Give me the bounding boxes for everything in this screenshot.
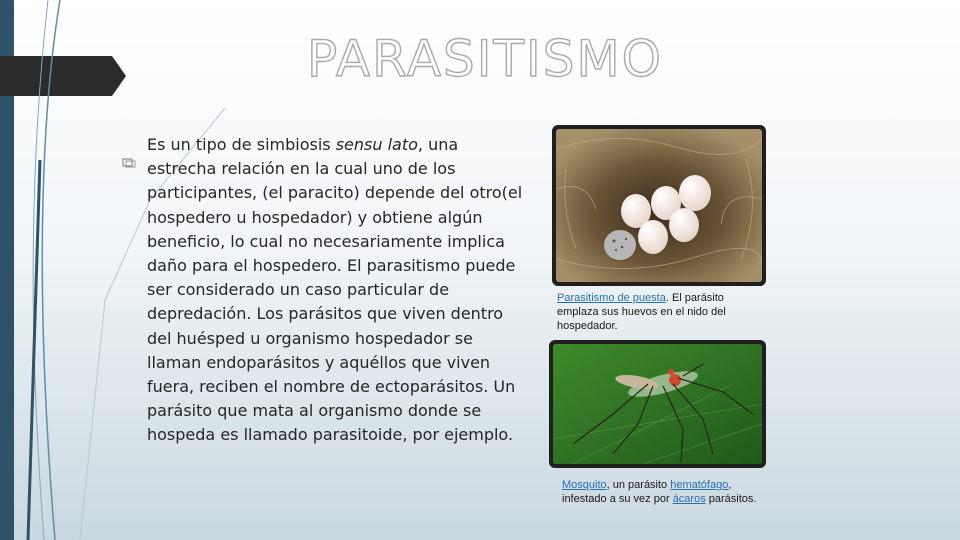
mosquito-image [549,340,766,468]
body-intro: Es un tipo de simbiosis [147,135,336,154]
body-italic: sensu lato [335,135,418,154]
mosquito-caption-text1: , un parásito [606,479,671,491]
mosquito-link[interactable]: Mosquito [562,479,607,491]
mosquito-caption [562,478,772,506]
nest-caption [557,291,767,333]
nest-eggs-image [552,125,766,286]
body-paragraph [147,133,527,448]
slide-title: PARASITISMO [306,30,664,88]
mosquito-caption-text3: parásitos. [705,493,757,505]
hematofago-link[interactable]: hematófago [670,479,729,491]
acaros-link[interactable]: ácaros [672,493,706,505]
parasitismo-de-puesta-link[interactable]: Parasitismo de puesta [557,292,666,304]
nest-caption-text: . El parásito emplaza sus huevos en el nido del hospedador. [557,292,726,332]
slide-bullet-icon [122,158,136,168]
mosquito-caption-text2: , infestado a su vez por [562,479,732,505]
body-rest: , una estrecha relación en la cual uno de los participantes, (el paracito) depende del otro(el hospedero u hospedador) y obtiene algún beneficio, lo cual no necesariamente implica daño para el hospedero. El parasitismo puede ser considerado un caso particular de depredación. Los parásitos que viven dentro del huésped u organismo hospedador se llaman endoparásitos y aquéllos que viven fuera, reciben el nombre de ectoparásitos. Un parásito que mata al organismo donde se hospeda es llamado parasitoide, por ejemplo. [147,135,523,445]
